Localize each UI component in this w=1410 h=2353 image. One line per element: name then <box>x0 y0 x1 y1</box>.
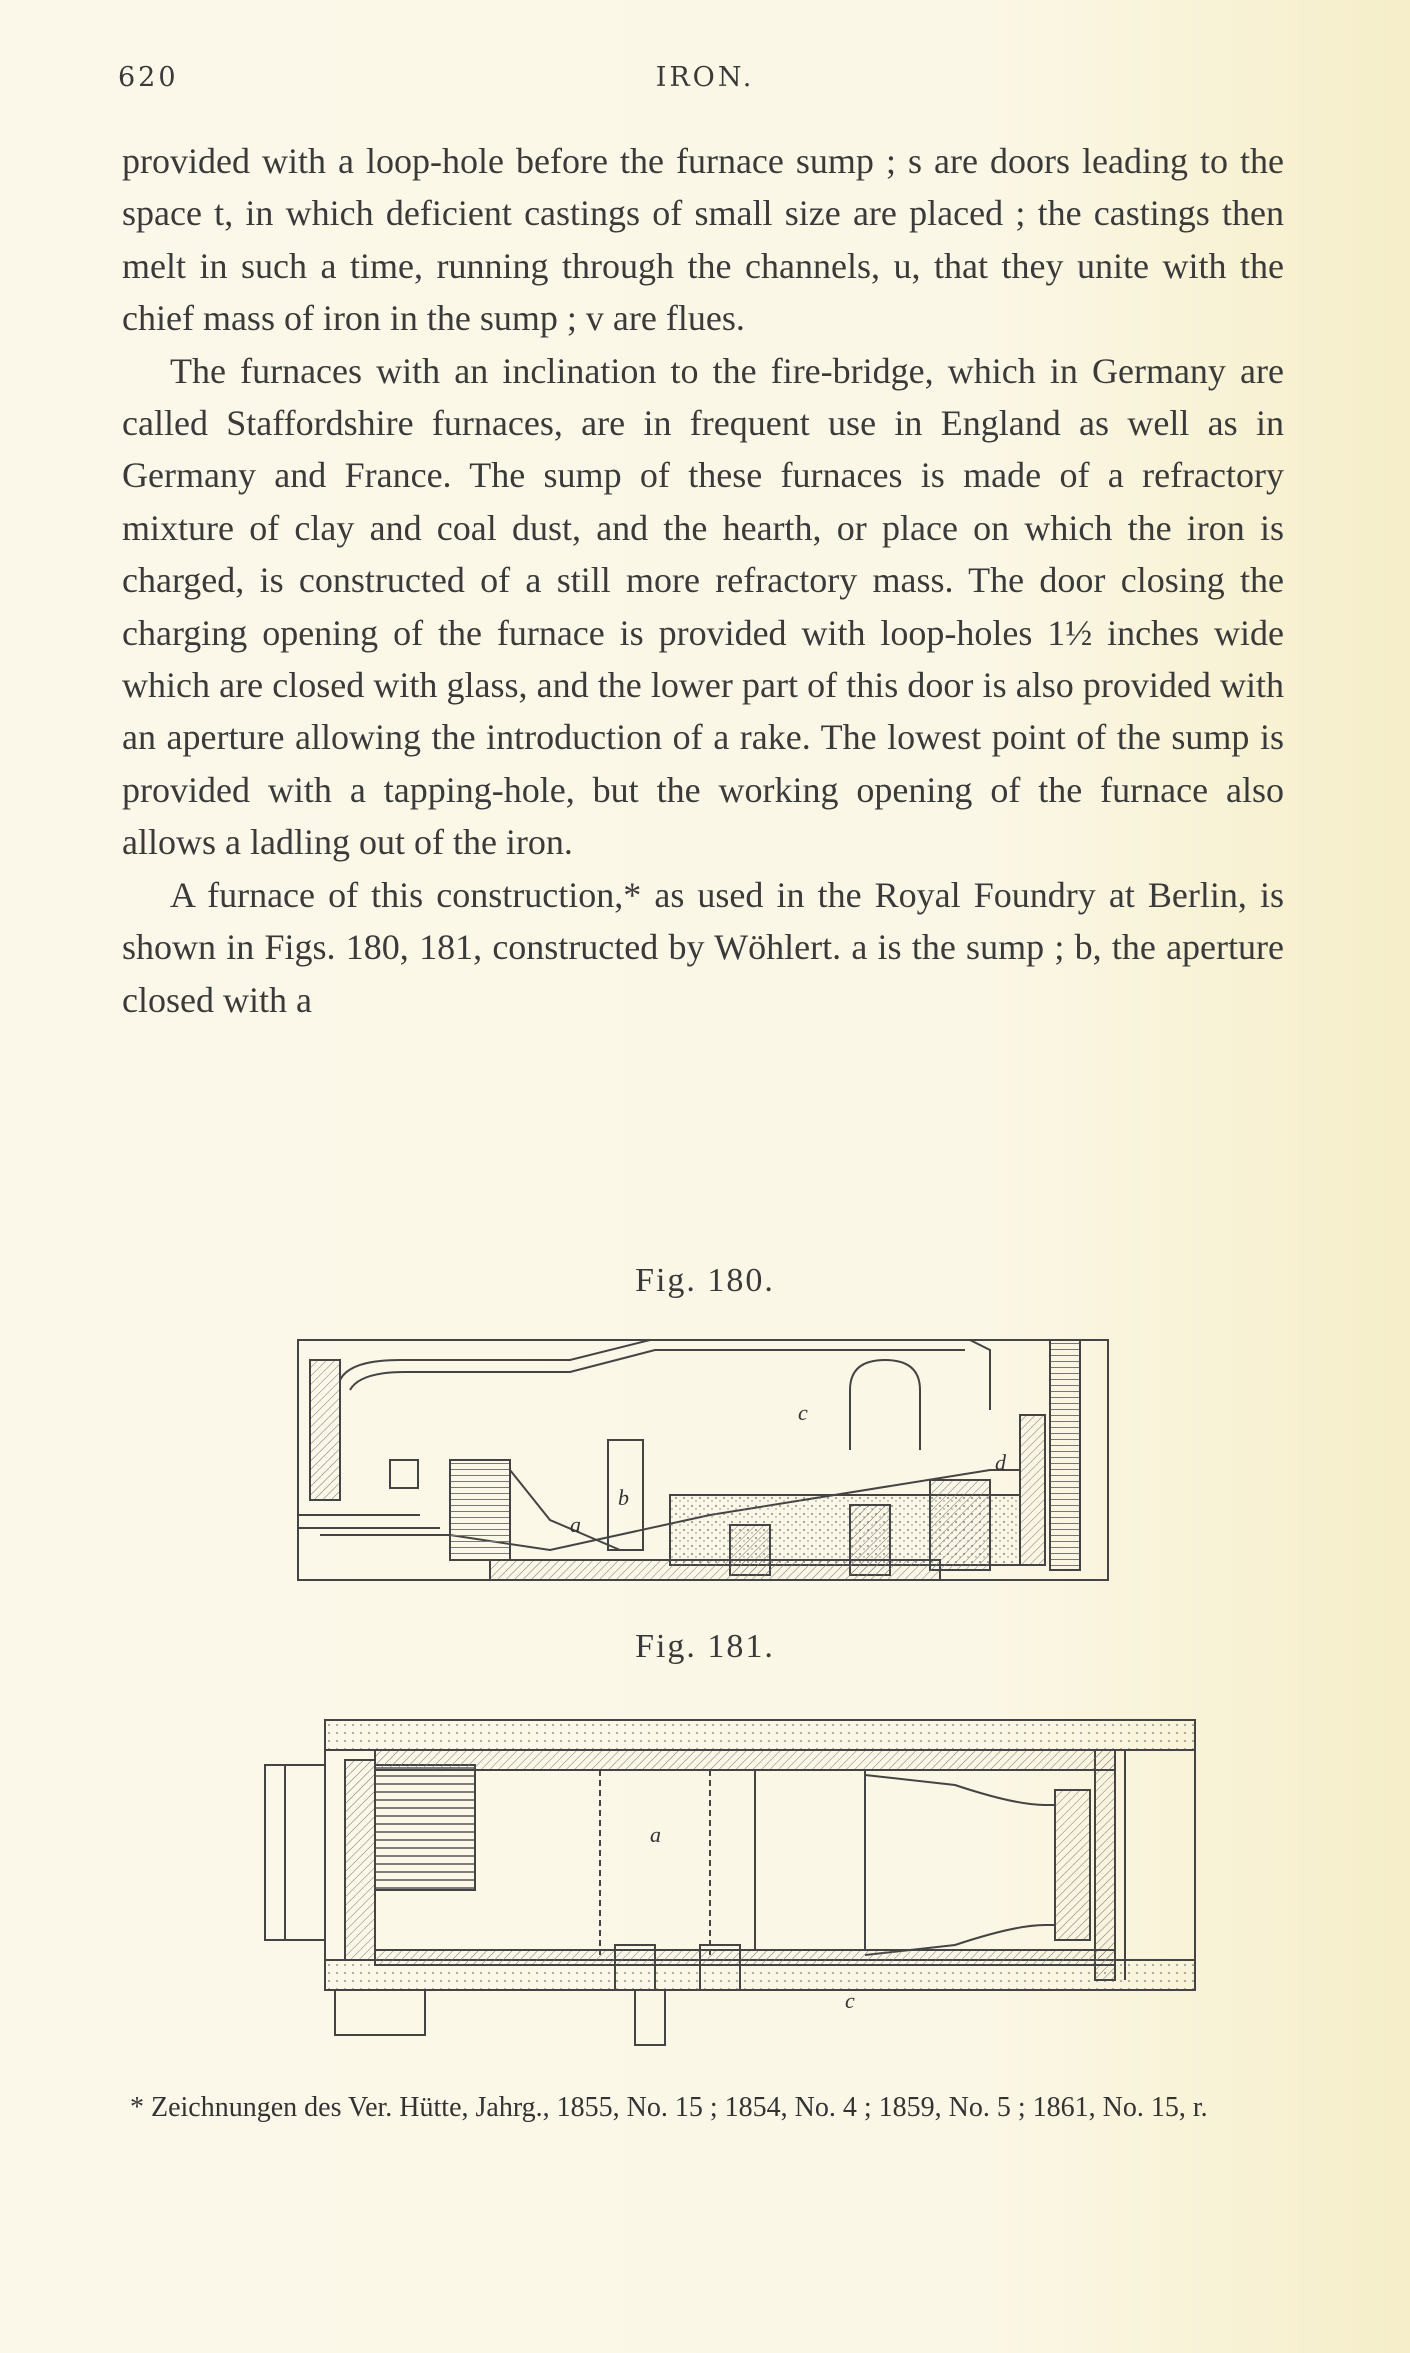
figure-181-caption: Fig. 181. <box>635 1628 775 1665</box>
fig180-label-d: d <box>995 1450 1006 1475</box>
body-text <box>122 135 1284 1026</box>
running-title: IRON. <box>655 62 755 93</box>
running-head <box>0 62 1410 102</box>
footnote: * Zeichnungen des Ver. Hütte, Jahrg., 1855, No. 15 ; 1854, No. 4 ; 1859, No. 5 ; 1861, No. 15, r. <box>130 2092 1208 2123</box>
fig180-label-a: a <box>570 1512 581 1537</box>
paragraph-3: A furnace of this construction,* as used in the Royal Foundry at Berlin, is shown in Figs. 180, 181, constructed by Wöhlert. a is the sump ; b, the aperture closed with a <box>122 874 1284 1020</box>
fig181-label-c: c <box>845 1988 855 2013</box>
fig180-label-b: b <box>618 1485 629 1510</box>
paragraph-1: provided with a loop-hole before the furnace sump ; s are doors leading to the space t, in which deficient castings of small size are placed ; the castings then melt in such a time, running through the channels, u, that they unite with the chief mass of iron in the sump ; v are flues. <box>122 141 1284 339</box>
figure-180-furnace-section <box>290 1320 1130 1595</box>
paragraph-2: The furnaces with an inclination to the fire-bridge, which in Germany are called Staffordshire furnaces, are in frequent use in England as well as in Germany and France. The sump of these furnaces is made of a refractory mixture of clay and coal dust, and the hearth, or place on which the iron is charged, is constructed of a still more refractory mass. The door closing the charging opening of the furnace is provided with loop-holes 1½ inches wide which are closed with glass, and the lower part of this door is also provided with an aperture allowing the introduction of a rake. The lowest point of the sump is provided with a tapping-hole, but the working opening of the furnace also allows a ladling out of the iron. <box>122 350 1284 863</box>
fig180-label-c: c <box>798 1400 808 1425</box>
figure-180-caption: Fig. 180. <box>635 1262 775 1299</box>
figure-181-furnace-plan <box>255 1690 1215 2050</box>
page-number: 620 <box>118 62 179 93</box>
fig181-label-a: a <box>650 1822 661 1847</box>
